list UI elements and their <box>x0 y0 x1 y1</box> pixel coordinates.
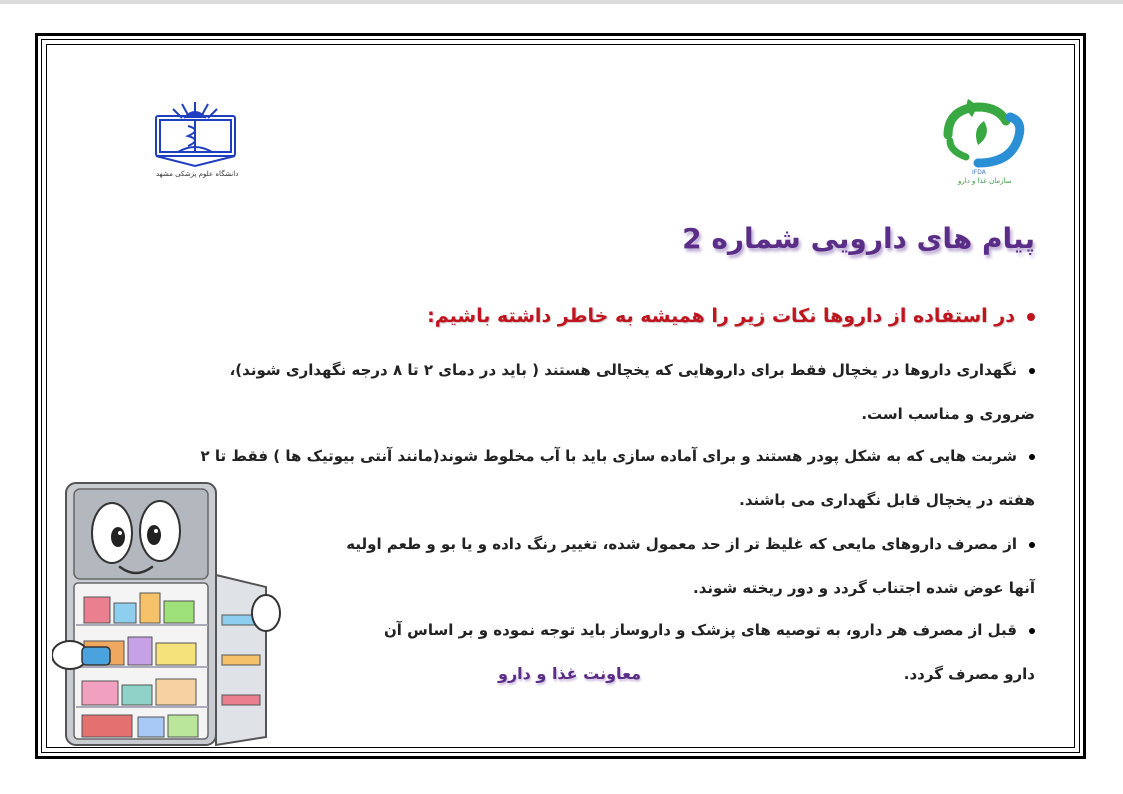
bullet-text: از مصرف داروهای مایعی که غلیظ تر از حد معمول شده، تغییر رنگ داده و یا بو و طعم اولیه <box>346 535 1017 553</box>
ifda-logo <box>928 95 1038 190</box>
top-rule <box>0 0 1123 4</box>
bullet-line-continued: دارو مصرف گردد. <box>903 665 1035 683</box>
bullet-item <box>105 348 1035 436</box>
bullet-dot <box>1029 542 1035 548</box>
fridge-illustration <box>52 475 282 747</box>
bullet-item <box>335 608 1035 696</box>
university-logo <box>148 96 243 186</box>
bullet-dot <box>1029 454 1035 460</box>
signature: معاونت غذا و دارو <box>498 664 641 683</box>
headline <box>335 305 1035 327</box>
ifda-emblem-icon <box>928 95 1038 175</box>
bullet-line-continued: آنها عوض شده اجتناب گردد و دور ریخته شوند. <box>693 579 1035 597</box>
bullet-dot <box>1029 368 1035 374</box>
bullet-line <box>335 608 1035 652</box>
bullet-line-continued: ضروری و مناسب است. <box>861 405 1035 423</box>
university-emblem-icon <box>148 96 243 171</box>
bullet-line-continued: هفته در یخچال قابل نگهداری می باشند. <box>739 491 1035 509</box>
bullet-text: نگهداری داروها در یخچال فقط برای داروهایی که یخچالی هستند ( باید در دمای ۲ تا ۸ درجه نگهداری شوند)، <box>229 361 1017 379</box>
bullet-item <box>305 522 1035 610</box>
headline-text: در استفاده از داروها نکات زیر را همیشه به خاطر داشته باشیم: <box>427 305 1015 327</box>
bullet-dot <box>1029 628 1035 634</box>
fridge-cartoon-icon <box>52 475 282 747</box>
bullet-text: قبل از مصرف هر دارو، به توصیه های پزشک و داروساز باید توجه نموده و بر اساس آن <box>383 621 1017 639</box>
bullet-line <box>305 522 1035 566</box>
university-caption: دانشگاه علوم پزشکی مشهد <box>156 170 239 178</box>
bullet-line <box>105 348 1035 392</box>
headline-bullet <box>1027 313 1035 321</box>
bullet-line <box>105 434 1035 478</box>
ifda-label: IFDA <box>972 169 986 176</box>
page-title: پیام های دارویی شماره 2 <box>682 222 1035 255</box>
ifda-caption: سازمان غذا و دارو <box>958 177 1012 185</box>
bullet-text: شربت هایی که به شکل پودر هستند و برای آماده سازی باید با آب مخلوط شوند(مانند آنتی بیوتیک ها ) فقط تا ۲ <box>200 447 1017 465</box>
